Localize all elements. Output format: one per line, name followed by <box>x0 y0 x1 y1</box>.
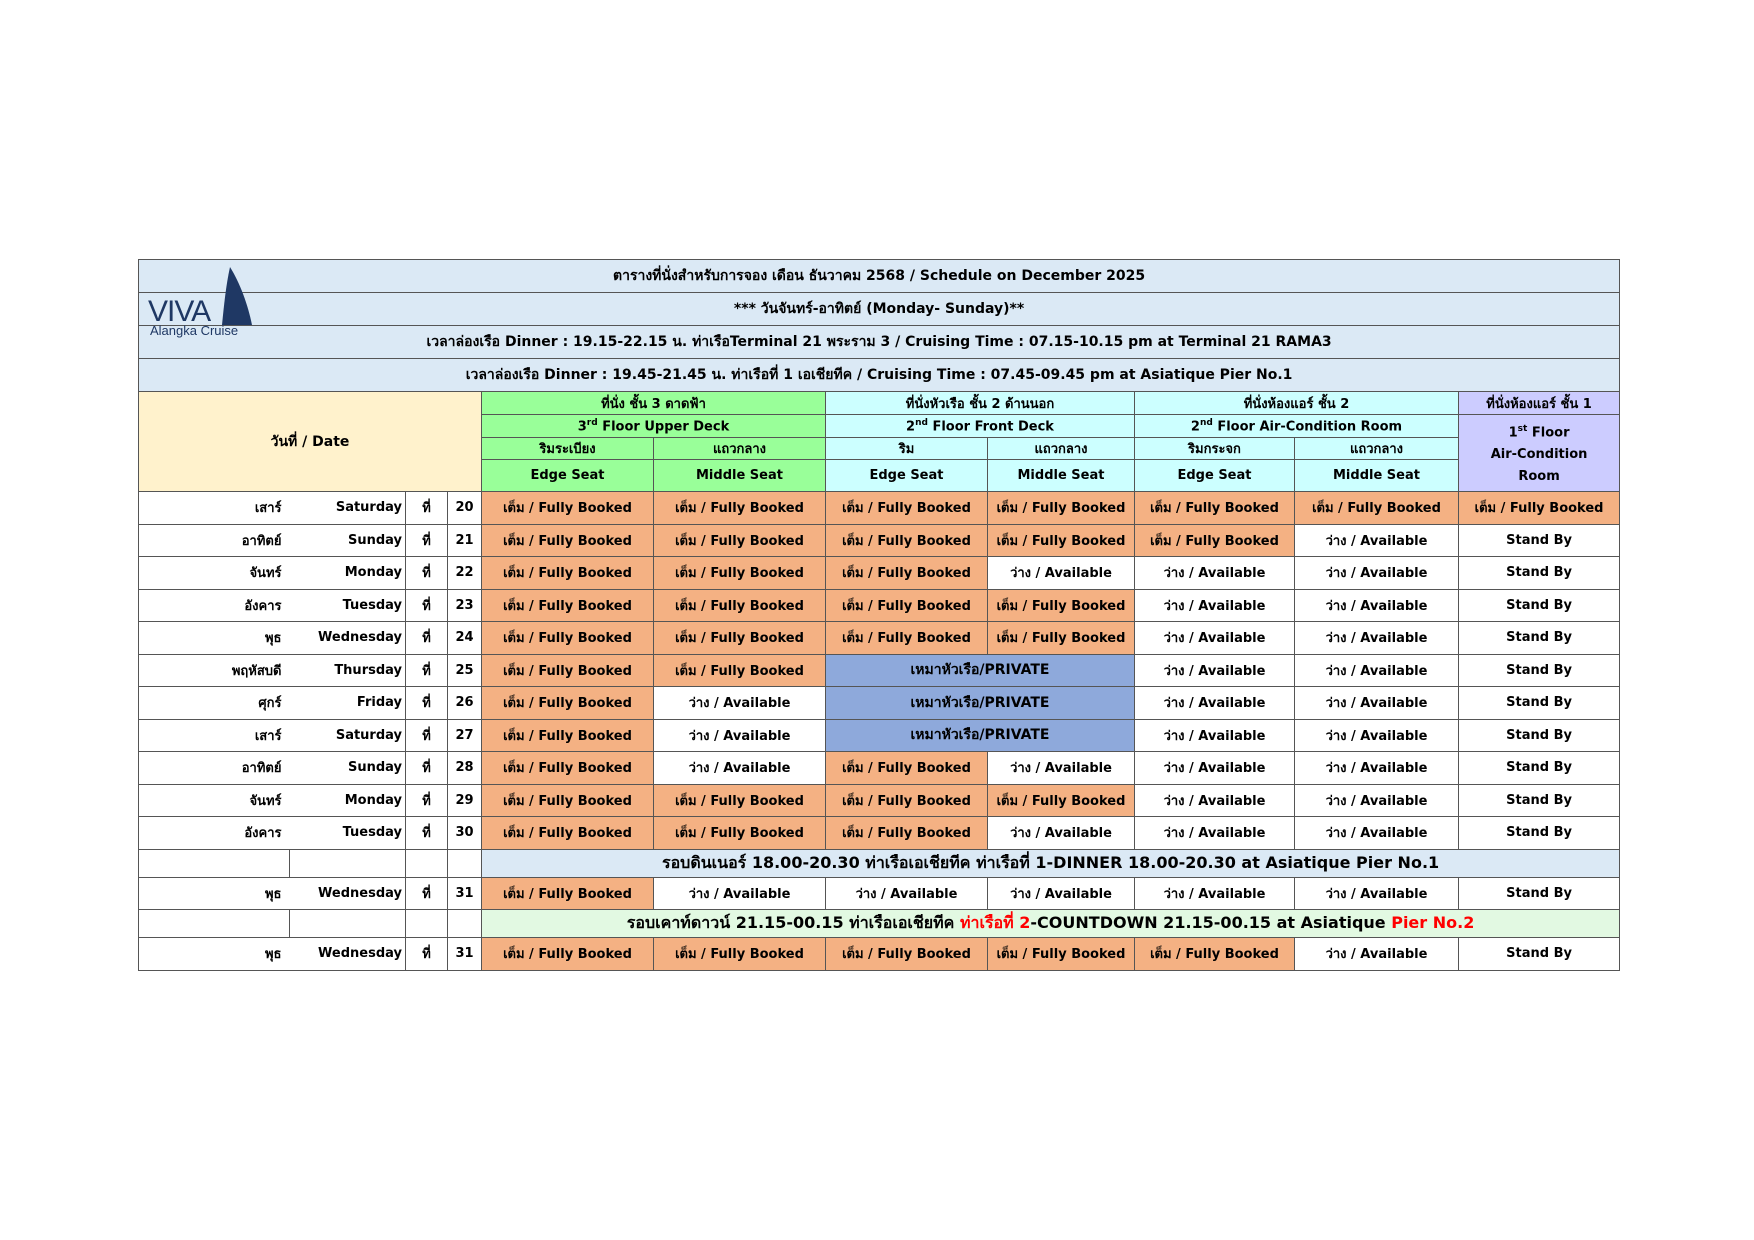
day-english: Friday <box>290 687 406 720</box>
deck3-edge-seat: Edge Seat <box>482 460 654 492</box>
status-available: ว่าง / Available <box>1295 719 1459 752</box>
status-fully-booked: เต็ม / Fully Booked <box>654 492 826 525</box>
date-number: 28 <box>448 752 482 785</box>
logo-subtitle: Alangka Cruise <box>150 323 239 338</box>
status-fully-booked: เต็ม / Fully Booked <box>988 622 1135 655</box>
front-mid-th: แถวกลาง <box>988 438 1135 460</box>
date-prefix: ที่ <box>406 557 448 590</box>
status-fully-booked: เต็ม / Fully Booked <box>482 654 654 687</box>
status-standby: Stand By <box>1459 752 1620 785</box>
day-english: Wednesday <box>290 938 406 971</box>
status-fully-booked: เต็ม / Fully Booked <box>1459 492 1620 525</box>
status-available: ว่าง / Available <box>654 877 826 910</box>
front-edge-seat: Edge Seat <box>826 460 988 492</box>
status-available: ว่าง / Available <box>1135 877 1295 910</box>
day-english: Tuesday <box>290 589 406 622</box>
status-available: ว่าง / Available <box>1295 817 1459 850</box>
air2-th-header: ที่นั่งห้องแอร์ ชั้น 2 <box>1135 392 1459 415</box>
day-english: Tuesday <box>290 817 406 850</box>
status-fully-booked: เต็ม / Fully Booked <box>988 938 1135 971</box>
table-row <box>139 752 1620 785</box>
date-number: 20 <box>448 492 482 525</box>
countdown-title-part: Pier No.2 <box>1391 913 1475 932</box>
status-fully-booked: เต็ม / Fully Booked <box>826 492 988 525</box>
date-number: 26 <box>448 687 482 720</box>
front-edge-th: ริม <box>826 438 988 460</box>
table-row <box>139 784 1620 817</box>
countdown-section-header <box>139 910 1620 938</box>
status-standby: Stand By <box>1459 719 1620 752</box>
status-fully-booked: เต็ม / Fully Booked <box>988 589 1135 622</box>
countdown-title-part: รอบเคาท์ดาวน์ 21.15-00.15 ท่าเรือเอเชียทีค <box>626 913 960 932</box>
status-fully-booked: เต็ม / Fully Booked <box>482 784 654 817</box>
status-fully-booked: เต็ม / Fully Booked <box>482 752 654 785</box>
air1-en-header: 1st Floor Air-Condition Room <box>1459 415 1620 492</box>
table-row <box>139 817 1620 850</box>
date-prefix: ที่ <box>406 589 448 622</box>
status-fully-booked: เต็ม / Fully Booked <box>826 557 988 590</box>
status-available: ว่าง / Available <box>1135 654 1295 687</box>
status-fully-booked: เต็ม / Fully Booked <box>654 524 826 557</box>
schedule-sheet <box>138 259 1619 971</box>
schedule-table <box>138 259 1620 971</box>
dinner-section-title: รอบดินเนอร์ 18.00-20.30 ท่าเรือเอเชียทีค ท่าเรือที่ 1-DINNER 18.00-20.30 at Asiatique Pier No.1 <box>482 849 1620 877</box>
header-terminal21: เวลาล่องเรือ Dinner : 19.15-22.15 น. ท่าเรือTerminal 21 พระราม 3 / Cruising Time : 07.15-10.15 pm at Terminal 21 RAMA3 <box>139 326 1620 359</box>
status-fully-booked: เต็ม / Fully Booked <box>654 938 826 971</box>
deck3-th-header: ที่นั่ง ชั้น 3 ดาดฟ้า <box>482 392 826 415</box>
status-available: ว่าง / Available <box>1295 557 1459 590</box>
date-number: 21 <box>448 524 482 557</box>
status-fully-booked: เต็ม / Fully Booked <box>482 877 654 910</box>
status-fully-booked: เต็ม / Fully Booked <box>482 524 654 557</box>
table-row <box>139 492 1620 525</box>
day-thai: พุธ <box>139 877 290 910</box>
status-fully-booked: เต็ม / Fully Booked <box>482 817 654 850</box>
date-prefix: ที่ <box>406 622 448 655</box>
air2-en-header: 2nd Floor Air-Condition Room <box>1135 415 1459 438</box>
status-fully-booked: เต็ม / Fully Booked <box>826 524 988 557</box>
day-thai: เสาร์ <box>139 492 290 525</box>
status-standby: Stand By <box>1459 938 1620 971</box>
day-english: Saturday <box>290 492 406 525</box>
status-fully-booked: เต็ม / Fully Booked <box>826 752 988 785</box>
day-thai: จันทร์ <box>139 784 290 817</box>
status-available: ว่าง / Available <box>988 752 1135 785</box>
status-standby: Stand By <box>1459 654 1620 687</box>
countdown-section-title <box>482 910 1620 938</box>
day-english: Sunday <box>290 524 406 557</box>
header-asiatique: เวลาล่องเรือ Dinner : 19.45-21.45 น. ท่าเรือที่ 1 เอเชียทีค / Cruising Time : 07.45-09.45 pm at Asiatique Pier No.1 <box>139 359 1620 392</box>
status-available: ว่าง / Available <box>1295 687 1459 720</box>
status-available: ว่าง / Available <box>826 877 988 910</box>
table-row <box>139 654 1620 687</box>
status-fully-booked: เต็ม / Fully Booked <box>482 557 654 590</box>
status-fully-booked: เต็ม / Fully Booked <box>826 938 988 971</box>
date-number: 30 <box>448 817 482 850</box>
day-thai: พุธ <box>139 938 290 971</box>
sail-icon <box>220 265 254 327</box>
status-available: ว่าง / Available <box>1295 877 1459 910</box>
date-prefix: ที่ <box>406 784 448 817</box>
air-mid-th: แถวกลาง <box>1295 438 1459 460</box>
status-standby: Stand By <box>1459 687 1620 720</box>
status-available: ว่าง / Available <box>654 719 826 752</box>
date-prefix: ที่ <box>406 687 448 720</box>
status-fully-booked: เต็ม / Fully Booked <box>826 784 988 817</box>
blank-cell <box>448 910 482 938</box>
day-thai: อาทิตย์ <box>139 752 290 785</box>
front2-en-header: 2nd Floor Front Deck <box>826 415 1135 438</box>
blank-cell <box>139 910 290 938</box>
air-edge-th: ริมกระจก <box>1135 438 1295 460</box>
status-available: ว่าง / Available <box>1295 752 1459 785</box>
status-available: ว่าง / Available <box>1295 938 1459 971</box>
viva-logo <box>148 265 258 345</box>
date-number: 31 <box>448 877 482 910</box>
front2-th-header: ที่นั่งหัวเรือ ชั้น 2 ด้านนอก <box>826 392 1135 415</box>
status-available: ว่าง / Available <box>1295 622 1459 655</box>
status-available: ว่าง / Available <box>1295 784 1459 817</box>
status-available: ว่าง / Available <box>988 877 1135 910</box>
date-prefix: ที่ <box>406 654 448 687</box>
status-available: ว่าง / Available <box>988 557 1135 590</box>
day-thai: พฤหัสบดี <box>139 654 290 687</box>
front-middle-seat: Middle Seat <box>988 460 1135 492</box>
date-prefix: ที่ <box>406 877 448 910</box>
table-row <box>139 557 1620 590</box>
status-fully-booked: เต็ม / Fully Booked <box>1135 938 1295 971</box>
status-available: ว่าง / Available <box>1135 557 1295 590</box>
status-standby: Stand By <box>1459 557 1620 590</box>
status-fully-booked: เต็ม / Fully Booked <box>654 589 826 622</box>
status-available: ว่าง / Available <box>1135 687 1295 720</box>
air-edge-seat: Edge Seat <box>1135 460 1295 492</box>
status-fully-booked: เต็ม / Fully Booked <box>1135 492 1295 525</box>
date-number: 27 <box>448 719 482 752</box>
status-standby: Stand By <box>1459 524 1620 557</box>
logo-brand: VIVA <box>148 295 211 328</box>
status-fully-booked: เต็ม / Fully Booked <box>482 589 654 622</box>
status-available: ว่าง / Available <box>1135 752 1295 785</box>
date-number: 25 <box>448 654 482 687</box>
status-standby: Stand By <box>1459 877 1620 910</box>
day-thai: พุธ <box>139 622 290 655</box>
status-available: ว่าง / Available <box>1135 622 1295 655</box>
date-number: 29 <box>448 784 482 817</box>
status-fully-booked: เต็ม / Fully Booked <box>654 784 826 817</box>
table-row <box>139 622 1620 655</box>
day-thai: ศุกร์ <box>139 687 290 720</box>
status-standby: Stand By <box>1459 784 1620 817</box>
status-fully-booked: เต็ม / Fully Booked <box>654 557 826 590</box>
day-thai: อังคาร <box>139 817 290 850</box>
blank-cell <box>406 849 448 877</box>
status-fully-booked: เต็ม / Fully Booked <box>988 524 1135 557</box>
table-row <box>139 938 1620 971</box>
table-row <box>139 719 1620 752</box>
dinner-section-header <box>139 849 1620 877</box>
header-title: ตารางที่นั่งสำหรับการจอง เดือน ธันวาคม 2568 / Schedule on December 2025 <box>139 260 1620 293</box>
status-fully-booked: เต็ม / Fully Booked <box>826 817 988 850</box>
status-fully-booked: เต็ม / Fully Booked <box>482 492 654 525</box>
date-prefix: ที่ <box>406 752 448 785</box>
date-prefix: ที่ <box>406 492 448 525</box>
status-fully-booked: เต็ม / Fully Booked <box>482 938 654 971</box>
date-prefix: ที่ <box>406 938 448 971</box>
status-available: ว่าง / Available <box>1295 589 1459 622</box>
blank-cell <box>290 849 406 877</box>
status-available: ว่าง / Available <box>1295 524 1459 557</box>
table-row <box>139 589 1620 622</box>
status-standby: Stand By <box>1459 622 1620 655</box>
blank-cell <box>448 849 482 877</box>
date-number: 22 <box>448 557 482 590</box>
status-private: เหมาหัวเรือ/PRIVATE <box>826 654 1135 687</box>
date-prefix: ที่ <box>406 524 448 557</box>
status-private: เหมาหัวเรือ/PRIVATE <box>826 719 1135 752</box>
day-thai: เสาร์ <box>139 719 290 752</box>
status-fully-booked: เต็ม / Fully Booked <box>1295 492 1459 525</box>
date-number: 31 <box>448 938 482 971</box>
deck3-en-header: 3rd Floor Upper Deck <box>482 415 826 438</box>
day-english: Wednesday <box>290 622 406 655</box>
date-column-header: วันที่ / Date <box>139 392 482 492</box>
status-fully-booked: เต็ม / Fully Booked <box>482 719 654 752</box>
table-row <box>139 687 1620 720</box>
status-fully-booked: เต็ม / Fully Booked <box>988 492 1135 525</box>
blank-cell <box>406 910 448 938</box>
status-available: ว่าง / Available <box>1135 817 1295 850</box>
status-fully-booked: เต็ม / Fully Booked <box>654 654 826 687</box>
table-row <box>139 524 1620 557</box>
status-available: ว่าง / Available <box>1295 654 1459 687</box>
status-standby: Stand By <box>1459 817 1620 850</box>
date-number: 23 <box>448 589 482 622</box>
day-thai: อังคาร <box>139 589 290 622</box>
status-available: ว่าง / Available <box>1135 784 1295 817</box>
air-middle-seat: Middle Seat <box>1295 460 1459 492</box>
status-fully-booked: เต็ม / Fully Booked <box>988 784 1135 817</box>
status-standby: Stand By <box>1459 589 1620 622</box>
header-days: *** วันจันทร์-อาทิตย์ (Monday- Sunday)** <box>139 293 1620 326</box>
day-english: Saturday <box>290 719 406 752</box>
status-available: ว่าง / Available <box>988 817 1135 850</box>
status-available: ว่าง / Available <box>1135 719 1295 752</box>
status-fully-booked: เต็ม / Fully Booked <box>654 622 826 655</box>
status-available: ว่าง / Available <box>654 752 826 785</box>
day-english: Monday <box>290 784 406 817</box>
status-fully-booked: เต็ม / Fully Booked <box>826 622 988 655</box>
day-thai: จันทร์ <box>139 557 290 590</box>
table-row <box>139 877 1620 910</box>
countdown-title-part: -COUNTDOWN 21.15-00.15 at Asiatique <box>1030 913 1392 932</box>
day-english: Sunday <box>290 752 406 785</box>
blank-cell <box>139 849 290 877</box>
date-prefix: ที่ <box>406 817 448 850</box>
countdown-title-part: ท่าเรือที่ 2 <box>959 913 1031 932</box>
date-number: 24 <box>448 622 482 655</box>
status-fully-booked: เต็ม / Fully Booked <box>826 589 988 622</box>
status-fully-booked: เต็ม / Fully Booked <box>1135 524 1295 557</box>
status-private: เหมาหัวเรือ/PRIVATE <box>826 687 1135 720</box>
deck3-mid-th: แถวกลาง <box>654 438 826 460</box>
status-fully-booked: เต็ม / Fully Booked <box>482 622 654 655</box>
status-fully-booked: เต็ม / Fully Booked <box>482 687 654 720</box>
day-english: Wednesday <box>290 877 406 910</box>
air1-th-header: ที่นั่งห้องแอร์ ชั้น 1 <box>1459 392 1620 415</box>
day-english: Thursday <box>290 654 406 687</box>
day-thai: อาทิตย์ <box>139 524 290 557</box>
deck3-edge-th: ริมระเบียง <box>482 438 654 460</box>
date-prefix: ที่ <box>406 719 448 752</box>
status-fully-booked: เต็ม / Fully Booked <box>654 817 826 850</box>
day-english: Monday <box>290 557 406 590</box>
status-available: ว่าง / Available <box>654 687 826 720</box>
status-available: ว่าง / Available <box>1135 589 1295 622</box>
deck3-middle-seat: Middle Seat <box>654 460 826 492</box>
blank-cell <box>290 910 406 938</box>
